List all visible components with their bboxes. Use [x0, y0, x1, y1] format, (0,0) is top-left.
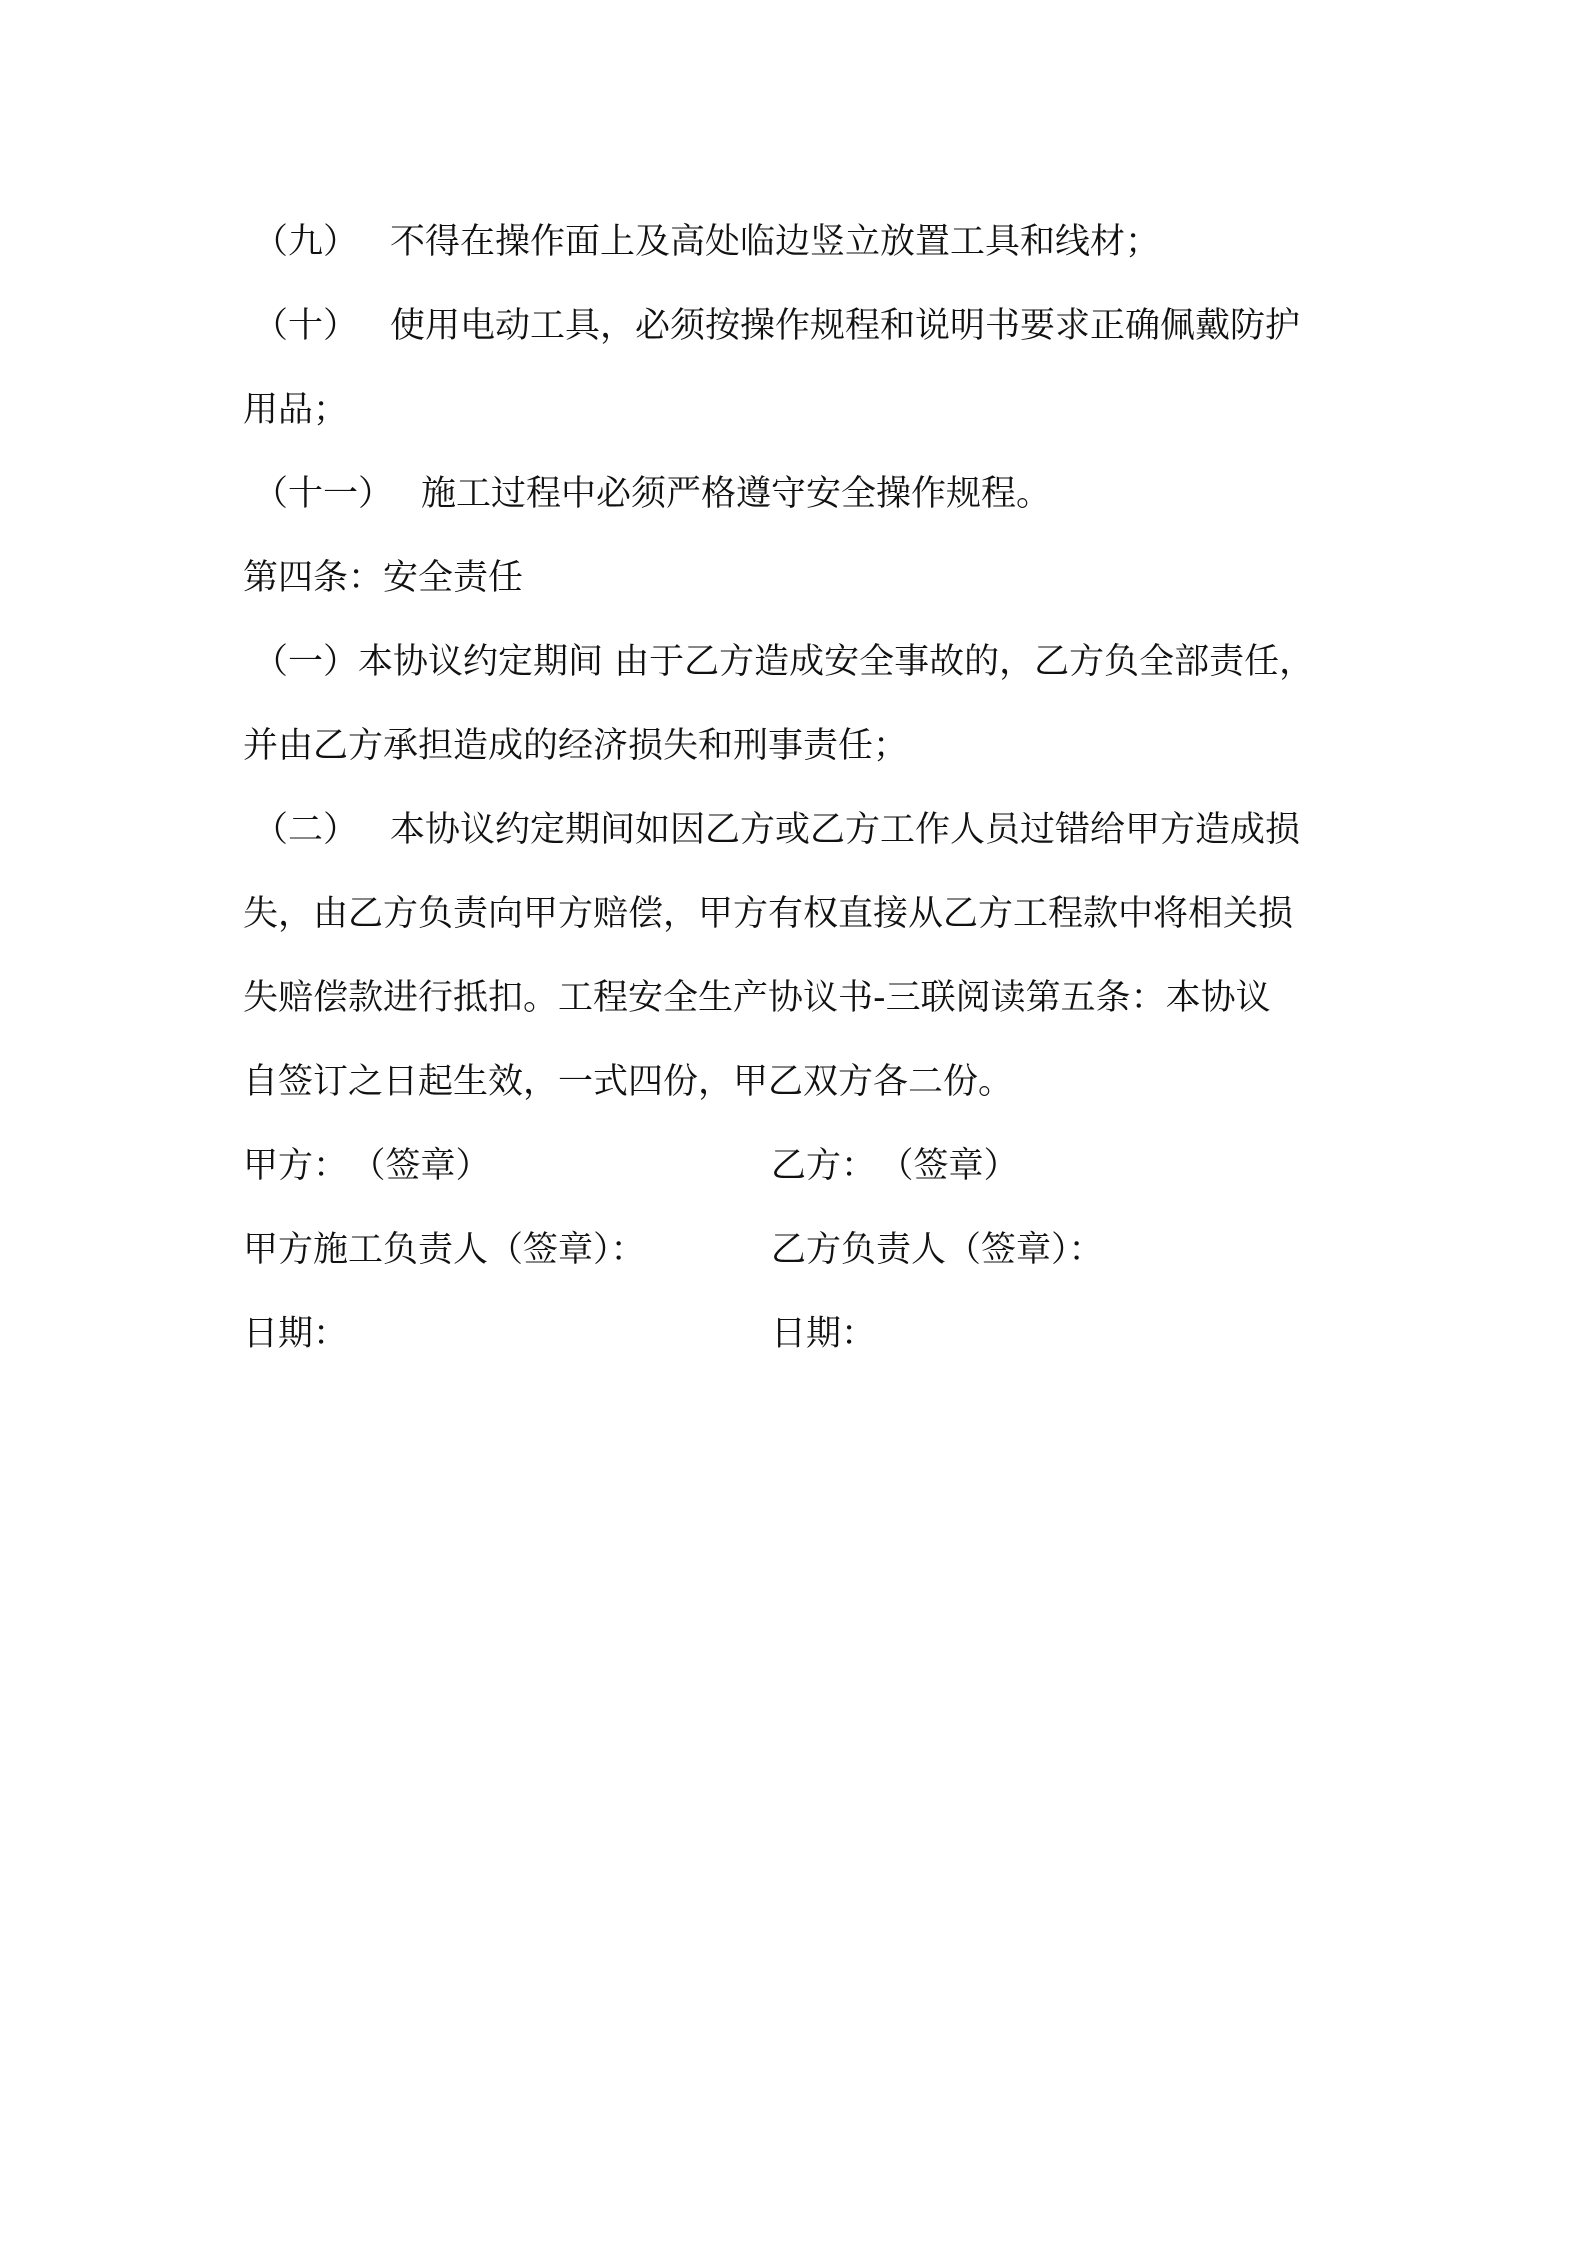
article-4-item-2 — [243, 788, 1353, 872]
party-a-signature — [243, 1124, 491, 1208]
article-4-item-1-line1: 本协议约定期间 由于乙方造成安全事故的，乙方负全部责任， — [358, 642, 1315, 682]
party-b-seal: （签章） — [896, 1146, 1019, 1186]
party-a-seal: （签章） — [368, 1146, 491, 1186]
article-4-item-1-label: （一） — [253, 642, 359, 682]
party-b-date: 日期： — [771, 1314, 877, 1354]
clause-10-continuation — [243, 368, 1353, 452]
article-4-item-1-line2: 并由乙方承担造成的经济损失和刑事责任； — [243, 726, 909, 766]
party-b-label: 乙方： — [771, 1146, 877, 1186]
signature-row-managers — [243, 1208, 1353, 1292]
party-a-manager-signature: 甲方施工负责人（签章）： — [243, 1230, 646, 1270]
clause-10-text: 使用电动工具，必须按操作规程和说明书要求正确佩戴防护 — [390, 306, 1301, 346]
article-4-item-2-label: （二） — [253, 810, 359, 850]
clause-10-continuation-text: 用品； — [243, 390, 349, 430]
article-4-item-1 — [243, 620, 1353, 704]
clause-9-label: （九） — [253, 222, 359, 262]
clause-9 — [243, 200, 1353, 284]
party-a-label: 甲方： — [243, 1146, 349, 1186]
clause-11-label: （十一） — [253, 474, 394, 514]
party-b-manager-signature: 乙方负责人（签章）： — [771, 1230, 1104, 1270]
clause-10 — [243, 284, 1353, 368]
party-b-signature — [771, 1124, 1019, 1208]
party-a-date: 日期： — [243, 1314, 349, 1354]
document-body — [243, 200, 1353, 1376]
article-4-title: 第四条：安全责任 — [243, 558, 524, 598]
clause-11 — [243, 452, 1353, 536]
article-4-item-2-line4: 自签订之日起生效，一式四份，甲乙双方各二份。 — [243, 1062, 1014, 1102]
clause-11-text: 施工过程中必须严格遵守安全操作规程。 — [421, 474, 1052, 514]
clause-10-label: （十） — [253, 306, 359, 346]
signature-row-parties — [243, 1124, 1353, 1208]
signature-row-dates — [243, 1292, 1353, 1376]
article-4-item-2-line3: 失赔偿款进行抵扣。工程安全生产协议书-三联阅读第五条：本协议 — [243, 978, 1271, 1018]
article-4-item-2-line2: 失，由乙方负责向甲方赔偿，甲方有权直接从乙方工程款中将相关损 — [243, 894, 1294, 934]
clause-9-text: 不得在操作面上及高处临边竖立放置工具和线材； — [390, 222, 1161, 262]
article-4-item-2-line1: 本协议约定期间如因乙方或乙方工作人员过错给甲方造成损 — [390, 810, 1301, 850]
